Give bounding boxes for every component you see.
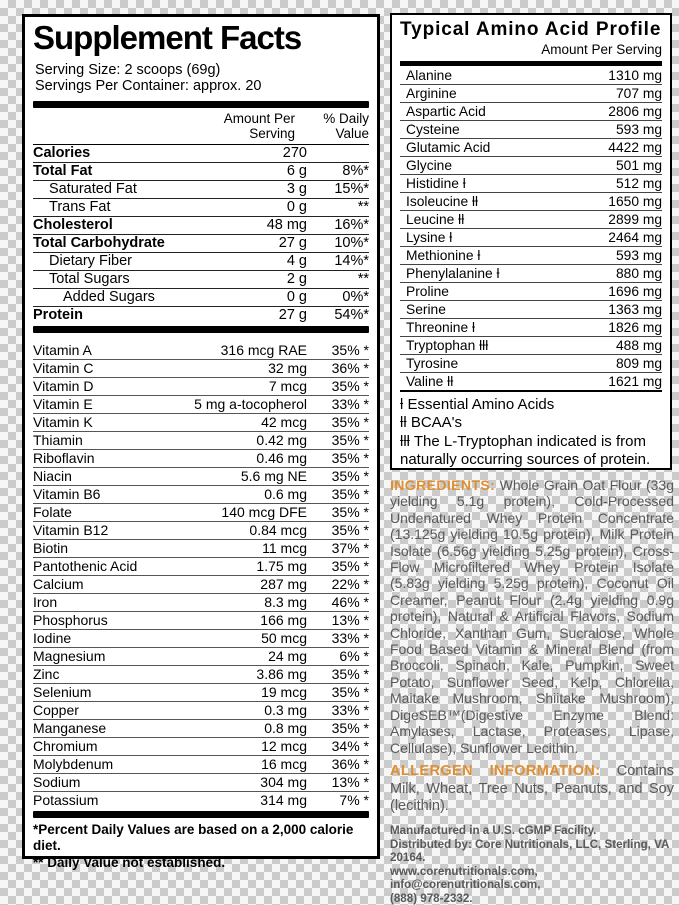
nutrient-row	[33, 235, 369, 253]
nutrient-name: Molybdenum	[33, 756, 167, 773]
manufacturer-info	[390, 824, 678, 905]
nutrient-name: Vitamin K	[33, 414, 167, 431]
amino-acid-amount: 1650 mg	[608, 193, 662, 210]
amino-acid-row	[400, 139, 662, 157]
nutrient-daily-value: 13% *	[307, 612, 369, 629]
nutrient-daily-value: 33% *	[307, 396, 369, 413]
amino-acid-row	[400, 337, 662, 355]
nutrient-row	[33, 181, 369, 199]
amino-acid-name: Tryptophan ƚƚƚ	[406, 337, 488, 354]
nutrient-amount: 0.8 mg	[167, 720, 307, 737]
nutrient-daily-value: 15%*	[307, 181, 369, 198]
amino-acid-row	[400, 229, 662, 247]
nutrient-daily-value: 33% *	[307, 630, 369, 647]
nutrient-daily-value: 6% *	[307, 648, 369, 665]
amino-acid-profile-title: Typical Amino Acid Profile	[400, 19, 662, 41]
nutrient-row	[33, 342, 369, 360]
nutrient-row	[33, 450, 369, 468]
nutrient-row	[33, 612, 369, 630]
nutrient-amount: 287 mg	[167, 576, 307, 593]
nutrient-amount: 5.6 mg NE	[167, 468, 307, 485]
nutrient-row	[33, 217, 369, 235]
amino-acid-name: Alanine	[406, 67, 452, 84]
amount-per-serving-header: Amount Per Serving	[199, 111, 295, 141]
nutrient-name: Thiamin	[33, 432, 167, 449]
allergen-text: Contains Milk, Wheat, Tree Nuts, Peanuts, and Soy (lecithin).	[390, 763, 674, 814]
nutrient-name: Calories	[33, 145, 167, 162]
nutrient-daily-value: 35% *	[307, 414, 369, 431]
thick-divider	[400, 61, 662, 66]
nutrient-name: Biotin	[33, 540, 167, 557]
amino-acid-name: Aspartic Acid	[406, 103, 486, 120]
serving-size: Serving Size: 2 scoops (69g)	[35, 62, 369, 79]
nutrient-row	[33, 522, 369, 540]
nutrient-row	[33, 738, 369, 756]
nutrient-name: Sodium	[33, 774, 167, 791]
nutrient-amount: 270	[167, 145, 307, 162]
amino-acid-row	[400, 373, 662, 392]
nutrient-daily-value: 35% *	[307, 522, 369, 539]
thick-divider	[33, 811, 369, 818]
nutrient-row	[33, 468, 369, 486]
nutrient-row	[33, 378, 369, 396]
nutrient-row	[33, 576, 369, 594]
nutrient-row	[33, 289, 369, 307]
nutrient-name: Cholesterol	[33, 217, 167, 234]
nutrient-row	[33, 774, 369, 792]
nutrient-daily-value: 35% *	[307, 486, 369, 503]
amino-acid-row	[400, 283, 662, 301]
nutrient-amount: 24 mg	[167, 648, 307, 665]
nutrient-row	[33, 792, 369, 809]
nutrient-amount: 1.75 mg	[167, 558, 307, 575]
nutrient-daily-value: 36% *	[307, 360, 369, 377]
nutrient-row	[33, 702, 369, 720]
nutrient-daily-value: 35% *	[307, 450, 369, 467]
nutrient-amount: 4 g	[167, 253, 307, 270]
nutrient-daily-value: 35% *	[307, 666, 369, 683]
nutrient-amount: 0.42 mg	[167, 432, 307, 449]
nutrient-name: Pantothenic Acid	[33, 558, 167, 575]
amino-acid-name: Methionine ƚ	[406, 247, 480, 264]
allergen-label: ALLERGEN INFORMATION:	[390, 763, 600, 779]
nutrient-row	[33, 360, 369, 378]
amino-acid-profile-panel	[390, 13, 672, 470]
nutrient-daily-value: 35% *	[307, 468, 369, 485]
amino-acid-amount: 593 mg	[616, 121, 662, 138]
nutrient-name: Zinc	[33, 666, 167, 683]
amino-acid-row	[400, 211, 662, 229]
nutrient-name: Vitamin C	[33, 360, 167, 377]
nutrient-name: Vitamin A	[33, 342, 167, 359]
amino-acid-name: Lysine ƚ	[406, 229, 452, 246]
nutrient-amount: 42 mcg	[167, 414, 307, 431]
nutrient-name: Vitamin D	[33, 378, 167, 395]
amino-acid-row	[400, 85, 662, 103]
spacer	[33, 111, 191, 141]
percent-daily-value-header: % Daily Value	[303, 111, 369, 141]
essential-amino-footnote: ƚ Essential Amino Acids	[400, 396, 662, 415]
ingredients-paragraph	[390, 477, 674, 756]
allergen-paragraph	[390, 763, 674, 816]
amino-acid-amount: 1310 mg	[608, 67, 662, 84]
nutrient-row	[33, 396, 369, 414]
nutrient-name: Trans Fat	[33, 199, 167, 216]
amino-acid-row	[400, 157, 662, 175]
thick-divider	[33, 101, 369, 108]
amino-acid-amount: 4422 mg	[608, 139, 662, 156]
amino-acid-name: Arginine	[406, 85, 457, 102]
nutrient-name: Calcium	[33, 576, 167, 593]
nutrient-daily-value: 0%*	[307, 289, 369, 306]
nutrient-row	[33, 432, 369, 450]
nutrient-name: Potassium	[33, 792, 167, 809]
nutrient-name: Iron	[33, 594, 167, 611]
nutrient-amount: 27 g	[167, 235, 307, 252]
amino-acid-name: Tyrosine	[406, 355, 458, 372]
nutrient-amount: 0.46 mg	[167, 450, 307, 467]
amino-acid-name: Glycine	[406, 157, 452, 174]
nutrient-row	[33, 720, 369, 738]
amino-acid-row	[400, 319, 662, 337]
ingredients-text: Whole Grain Oat Flour (33g yielding 5.1g protein), Cold-Processed Undenatured Whey Protein Concentrate (13.125g yielding 10.5g protein), Milk Protein Isolate (6.56g yielding 5.25g protein), Cross-Flow Microfiltered Whey Protein Isolate (5.83g yielding 5.25g protein), Coconut Oil Creamer, Peanut Flour (2.4g yielding 0.9g protein), Natural & Artificial Flavors, Sodium Chloride, Xanthan Gum, Sucralose, Whole Food Based Vitamin & Mineral Blend (from Broccoli, Spinach, Kale, Pumpkin, Sweet Potato, Sunflower Seed, Kelp, Chlorella, Maitake Mushroom, Shiitake Mushroom), DigeSEB™(Digestive Enzyme Blend: Amylases, Lactase, Proteases, Lipase, Cellulase), Sunflower Lecithin.	[390, 477, 674, 756]
micronutrient-table	[33, 342, 369, 809]
amino-acid-row	[400, 193, 662, 211]
nutrient-row	[33, 630, 369, 648]
nutrient-daily-value: 35% *	[307, 504, 369, 521]
nutrient-amount: 19 mcg	[167, 684, 307, 701]
nutrient-daily-value: 7% *	[307, 792, 369, 809]
amount-per-serving-subheader: Amount Per Serving	[400, 42, 662, 57]
amino-acid-name: Histidine ƚ	[406, 175, 466, 192]
nutrient-amount: 12 mcg	[167, 738, 307, 755]
nutrient-daily-value: 35% *	[307, 684, 369, 701]
amino-acid-row	[400, 175, 662, 193]
nutrient-row	[33, 648, 369, 666]
nutrient-row	[33, 486, 369, 504]
nutrient-row	[33, 414, 369, 432]
nutrient-amount: 0.84 mcg	[167, 522, 307, 539]
nutrient-name: Total Carbohydrate	[33, 235, 167, 252]
nutrient-daily-value: **	[307, 199, 369, 216]
nutrient-row	[33, 666, 369, 684]
nutrient-daily-value: 46% *	[307, 594, 369, 611]
supplement-facts-panel	[22, 14, 380, 859]
nutrient-name: Magnesium	[33, 648, 167, 665]
nutrient-name: Folate	[33, 504, 167, 521]
nutrient-amount: 3.86 mg	[167, 666, 307, 683]
amino-acid-amount: 880 mg	[616, 265, 662, 282]
nutrient-name: Phosphorus	[33, 612, 167, 629]
amino-acid-amount: 512 mg	[616, 175, 662, 192]
nutrient-row	[33, 163, 369, 181]
nutrient-daily-value: 35% *	[307, 378, 369, 395]
amino-acid-name: Glutamic Acid	[406, 139, 490, 156]
phone-line: (888) 978-2332.	[390, 892, 678, 905]
nutrient-daily-value: 16%*	[307, 217, 369, 234]
nutrient-daily-value: 35% *	[307, 558, 369, 575]
nutrient-amount: 314 mg	[167, 792, 307, 809]
nutrient-daily-value: 13% *	[307, 774, 369, 791]
nutrient-row	[33, 594, 369, 612]
tryptophan-footnote: ƚƚƚ The L-Tryptophan indicated is from naturally occurring sources of protein.	[400, 433, 662, 470]
amino-acid-amount: 809 mg	[616, 355, 662, 372]
nutrient-row	[33, 684, 369, 702]
nutrient-name: Chromium	[33, 738, 167, 755]
nutrient-daily-value: 34% *	[307, 738, 369, 755]
nutrient-name: Saturated Fat	[33, 181, 167, 198]
nutrient-daily-value: 54%*	[307, 307, 369, 324]
nutrient-amount: 304 mg	[167, 774, 307, 791]
nutrient-name: Manganese	[33, 720, 167, 737]
amino-acid-name: Serine	[406, 301, 446, 318]
macronutrient-table	[33, 145, 369, 324]
nutrient-daily-value: 37% *	[307, 540, 369, 557]
nutrient-row	[33, 558, 369, 576]
nutrient-amount: 7 mcg	[167, 378, 307, 395]
nutrient-row	[33, 307, 369, 324]
nutrient-amount: 16 mcg	[167, 756, 307, 773]
contact-line: www.corenutritionals.com, info@corenutritionals.com,	[390, 865, 678, 892]
nutrient-daily-value: 10%*	[307, 235, 369, 252]
amino-acid-amount: 488 mg	[616, 337, 662, 354]
amino-acid-amount: 2806 mg	[608, 103, 662, 120]
nutrient-amount: 316 mcg RAE	[167, 342, 307, 359]
nutrient-name: Vitamin E	[33, 396, 167, 413]
nutrient-daily-value: 22% *	[307, 576, 369, 593]
nutrient-daily-value: 35% *	[307, 432, 369, 449]
nutrient-amount: 11 mcg	[167, 540, 307, 557]
nutrient-amount: 32 mg	[167, 360, 307, 377]
nutrient-row	[33, 756, 369, 774]
ingredients-label: INGREDIENTS:	[390, 477, 495, 493]
nutrient-daily-value: 35% *	[307, 342, 369, 359]
nutrient-name: Vitamin B12	[33, 522, 167, 539]
nutrient-amount: 27 g	[167, 307, 307, 324]
nutrient-amount: 166 mg	[167, 612, 307, 629]
amino-acid-row	[400, 355, 662, 373]
distributed-by-line: Distributed by: Core Nutritionals, LLC, Sterling, VA 20164.	[390, 838, 678, 865]
nutrient-row	[33, 145, 369, 163]
nutrient-amount: 3 g	[167, 181, 307, 198]
servings-per-container: Servings Per Container: approx. 20	[35, 78, 369, 95]
nutrient-row	[33, 271, 369, 289]
nutrient-name: Total Sugars	[33, 271, 167, 288]
amino-acid-name: Threonine ƚ	[406, 319, 475, 336]
nutrient-amount: 0 g	[167, 199, 307, 216]
nutrient-daily-value: 8%*	[307, 163, 369, 180]
nutrient-row	[33, 540, 369, 558]
amino-acid-amount: 1696 mg	[608, 283, 662, 300]
nutrient-name: Dietary Fiber	[33, 253, 167, 270]
manufactured-line: Manufactured in a U.S. cGMP Facility.	[390, 824, 678, 838]
nutrition-column-headers	[33, 111, 369, 145]
bcaa-footnote: ƚƚ BCAA's	[400, 414, 662, 433]
nutrient-row	[33, 199, 369, 217]
nutrient-amount: 8.3 mg	[167, 594, 307, 611]
amino-acid-amount: 2899 mg	[608, 211, 662, 228]
nutrient-name: Niacin	[33, 468, 167, 485]
nutrient-amount: 0 g	[167, 289, 307, 306]
amino-acid-amount: 2464 mg	[608, 229, 662, 246]
amino-acid-row	[400, 67, 662, 85]
amino-acid-amount: 1363 mg	[608, 301, 662, 318]
thick-divider	[33, 326, 369, 333]
nutrient-amount: 2 g	[167, 271, 307, 288]
nutrient-amount: 5 mg a-tocopherol	[167, 396, 307, 413]
amino-acid-row	[400, 103, 662, 121]
nutrient-name: Copper	[33, 702, 167, 719]
nutrient-daily-value: 14%*	[307, 253, 369, 270]
nutrient-name: Vitamin B6	[33, 486, 167, 503]
nutrient-daily-value: 35% *	[307, 720, 369, 737]
amino-acid-row	[400, 301, 662, 319]
amino-acid-amount: 593 mg	[616, 247, 662, 264]
nutrient-amount: 0.3 mg	[167, 702, 307, 719]
nutrient-name: Total Fat	[33, 163, 167, 180]
amino-acid-name: Valine ƚƚ	[406, 373, 453, 390]
nutrient-name: Protein	[33, 307, 167, 324]
supplement-facts-title: Supplement Facts	[33, 20, 369, 57]
nutrient-name: Riboflavin	[33, 450, 167, 467]
amino-acid-table	[400, 67, 662, 392]
not-established-footnote: ** Daily Value not established.	[33, 855, 369, 872]
nutrient-amount: 6 g	[167, 163, 307, 180]
nutrient-daily-value: 33% *	[307, 702, 369, 719]
daily-value-footnote: *Percent Daily Values are based on a 2,000 calorie diet.	[33, 822, 369, 855]
amino-acid-name: Phenylalanine ƚ	[406, 265, 500, 282]
nutrient-amount: 48 mg	[167, 217, 307, 234]
amino-acid-row	[400, 265, 662, 283]
nutrient-row	[33, 504, 369, 522]
nutrient-row	[33, 253, 369, 271]
amino-acid-amount: 1621 mg	[608, 373, 662, 390]
nutrient-daily-value: **	[307, 271, 369, 288]
amino-acid-name: Cysteine	[406, 121, 460, 138]
amino-acid-amount: 707 mg	[616, 85, 662, 102]
amino-acid-name: Leucine ƚƚ	[406, 211, 464, 228]
amino-acid-amount: 1826 mg	[608, 319, 662, 336]
nutrient-amount: 0.6 mg	[167, 486, 307, 503]
nutrient-amount: 140 mcg DFE	[167, 504, 307, 521]
nutrient-daily-value: 36% *	[307, 756, 369, 773]
nutrient-amount: 50 mcg	[167, 630, 307, 647]
nutrient-name: Added Sugars	[33, 289, 167, 306]
nutrient-name: Selenium	[33, 684, 167, 701]
amino-acid-name: Proline	[406, 283, 449, 300]
amino-acid-row	[400, 247, 662, 265]
nutrient-name: Iodine	[33, 630, 167, 647]
amino-acid-amount: 501 mg	[616, 157, 662, 174]
amino-acid-name: Isoleucine ƚƚ	[406, 193, 478, 210]
amino-acid-row	[400, 121, 662, 139]
